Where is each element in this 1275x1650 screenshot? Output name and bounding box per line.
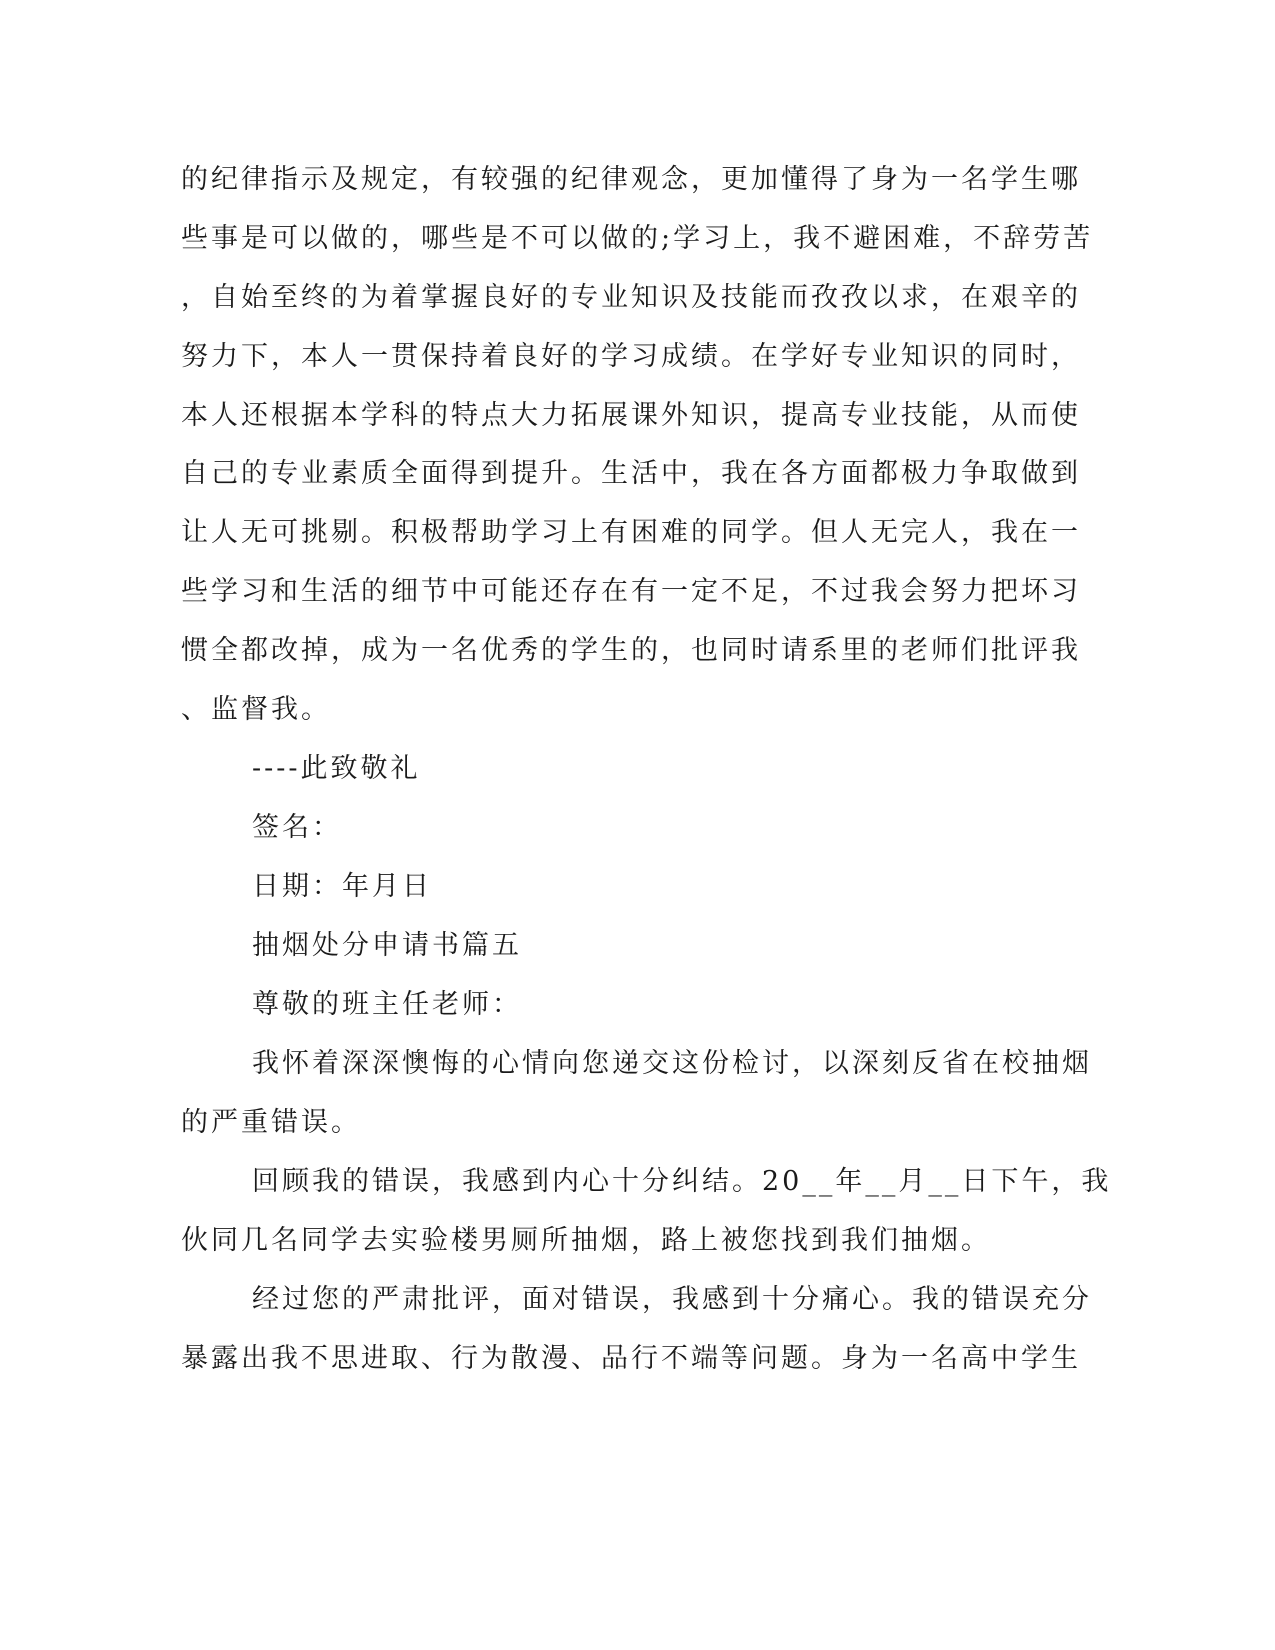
paragraph-line: 的严重错误。 bbox=[181, 1107, 361, 1138]
paragraph-line: 些事是可以做的，哪些是不可以做的;学习上，我不避困难，不辞劳苦 bbox=[181, 223, 1094, 254]
paragraph-line: 暴露出我不思进取、行为散漫、品行不端等问题。身为一名高中学生 bbox=[181, 1343, 1081, 1374]
closing-salutation: ----此致敬礼 bbox=[252, 753, 421, 784]
paragraph-line: ，自始至终的为着掌握良好的专业知识及技能而孜孜以求，在艰辛的 bbox=[181, 282, 1081, 313]
paragraph-line: 努力下，本人一贯保持着良好的学习成绩。在学好专业知识的同时， bbox=[181, 341, 1081, 372]
paragraph-line: 的纪律指示及规定，有较强的纪律观念，更加懂得了身为一名学生哪 bbox=[181, 164, 1081, 195]
paragraph-line: 惯全都改掉，成为一名优秀的学生的，也同时请系里的老师们批评我 bbox=[181, 635, 1081, 666]
paragraph-line: 些学习和生活的细节中可能还存在有一定不足，不过我会努力把坏习 bbox=[181, 576, 1081, 607]
section-heading: 抽烟处分申请书篇五 bbox=[252, 930, 522, 961]
paragraph-line: 我怀着深深懊悔的心情向您递交这份检讨，以深刻反省在校抽烟 bbox=[252, 1048, 1092, 1079]
paragraph-line: 让人无可挑剔。积极帮助学习上有困难的同学。但人无完人，我在一 bbox=[181, 517, 1081, 548]
date-label: 日期：年月日 bbox=[252, 871, 432, 902]
paragraph-line: 自己的专业素质全面得到提升。生活中，我在各方面都极力争取做到 bbox=[181, 458, 1081, 489]
signature-label: 签名： bbox=[252, 812, 342, 843]
paragraph-line: 经过您的严肃批评，面对错误，我感到十分痛心。我的错误充分 bbox=[252, 1284, 1092, 1315]
greeting: 尊敬的班主任老师： bbox=[252, 989, 522, 1020]
paragraph-line: 、监督我。 bbox=[181, 694, 331, 725]
paragraph-line: 伙同几名同学去实验楼男厕所抽烟，路上被您找到我们抽烟。 bbox=[181, 1225, 991, 1256]
paragraph-line: 本人还根据本学科的特点大力拓展课外知识，提高专业技能，从而使 bbox=[181, 400, 1081, 431]
paragraph-line: 回顾我的错误，我感到内心十分纠结。20__年__月__日下午，我 bbox=[252, 1166, 1112, 1197]
